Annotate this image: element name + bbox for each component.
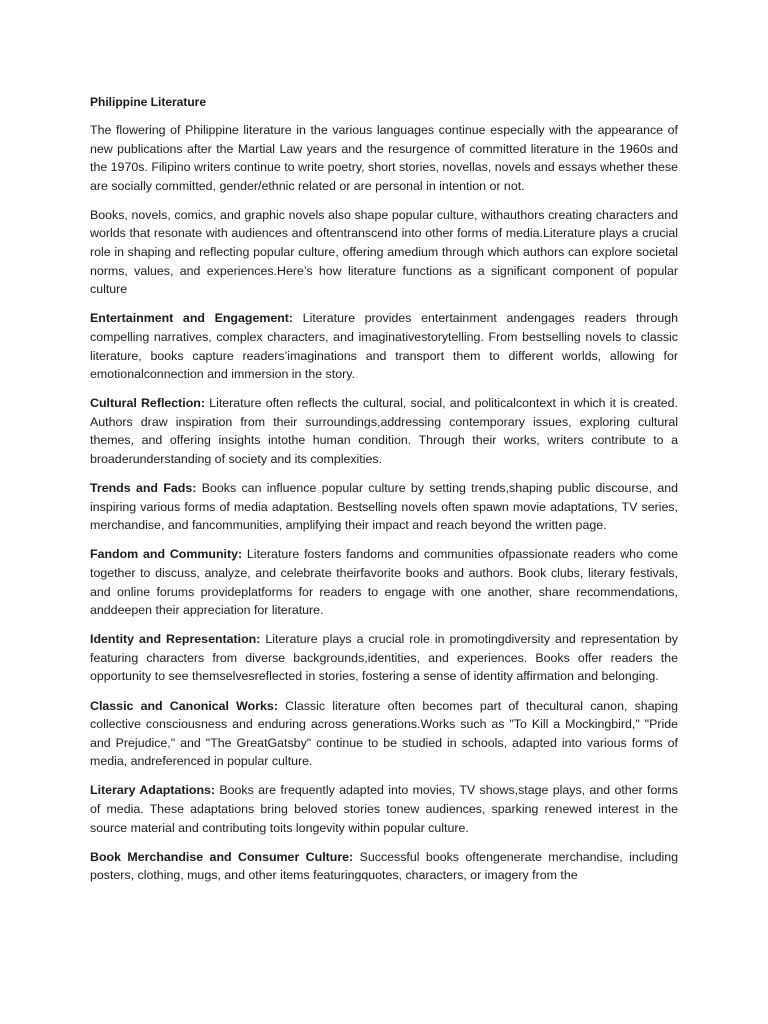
section-text: Books are frequently adapted into movies, TV shows,stage plays, and other forms of media. These adaptations bring beloved stories tonew audiences, sparking renewed interest in the source material and contributing toits longevity within popular culture. [90,783,678,835]
section-cultural-reflection [90,394,678,468]
section-heading: Identity and Representation: [90,632,261,647]
section-fandom-community [90,545,678,619]
section-classic-canonical [90,697,678,771]
section-identity-representation [90,630,678,686]
section-literary-adaptations [90,781,678,837]
section-text: Classic literature often becomes part of thecultural canon, shaping collective consciousness and enduring across generations.Works such as "To Kill a Mockingbird," "Pride and Prejudice," and "The GreatGatsby" continue to be studied in schools, adapted into various forms of media, andreferenced in popular culture. [90,698,678,769]
intro-paragraph-2: Books, novels, comics, and graphic novels also shape popular culture, withauthors creating characters and worlds that resonate with audiences and oftentranscend into other forms of media.Literature plays a crucial role in shaping and reflecting popular culture, offering amedium through which authors can explore societal norms, values, and experiences.Here’s how literature functions as a significant component of popular culture [90,207,678,297]
section-heading: Cultural Reflection: [90,396,206,411]
section-trends-fads [90,479,678,535]
section-entertainment [90,309,678,383]
section-heading: Fandom and Community: [90,547,243,562]
section-heading: Entertainment and Engagement: [90,311,294,326]
intro-paragraph-1: The flowering of Philippine literature in the various languages continue especially with the appearance of new publications after the Martial Law years and the resurgence of committed literature in the 1960s and the 1970s. Filipino writers continue to write poetry, short stories, novellas, novels and essays whether these are socially committed, gender/ethnic related or are personal in intention or not. [90,123,678,193]
document-title: Philippine Literature [90,95,207,109]
section-heading: Trends and Fads: [90,481,197,496]
section-book-merchandise [90,848,678,885]
section-text: Literature provides entertainment andengages readers through compelling narratives, complex characters, and imaginativestorytelling. From bestselling novels to classic literature, books capture readers’imaginations and transport them to different worlds, allowing for emotionalconnection and immersion in the story. [90,311,678,382]
section-heading: Literary Adaptations: [90,783,216,798]
section-text: Literature plays a crucial role in promotingdiversity and representation by featuring characters from diverse backgrounds,identities, and experiences. Books offer readers the opportunity to see themselvesreflected in stories, fostering a sense of identity affirmation and belonging. [90,632,678,684]
section-heading: Book Merchandise and Consumer Culture: [90,849,354,864]
section-text: Successful books oftengenerate merchandise, including posters, clothing, mugs, and other items featuringquotes, characters, or imagery from the [90,849,678,883]
section-text: Literature often reflects the cultural, social, and politicalcontext in which it is created. Authors draw inspiration from their surroundings,addressing contemporary issues, exploring cultural themes, and offering insights intothe human condition. Through their works, writers contribute to a broaderunderstanding of society and its complexities. [90,396,678,466]
section-text: Books can influence popular culture by setting trends,shaping public discourse, and inspiring various forms of media adaptation. Bestselling novels often spawn movie adaptations, TV series, merchandise, and fancommunities, amplifying their impact and reach beyond the written page. [90,481,678,533]
section-heading: Classic and Canonical Works: [90,698,278,713]
section-text: Literature fosters fandoms and communities ofpassionate readers who come together to discuss, analyze, and celebrate theirfavorite books and authors. Book clubs, literary festivals, and online forums provideplatforms for readers to engage with one another, share recommendations, anddeepen their appreciation for literature. [90,547,678,618]
